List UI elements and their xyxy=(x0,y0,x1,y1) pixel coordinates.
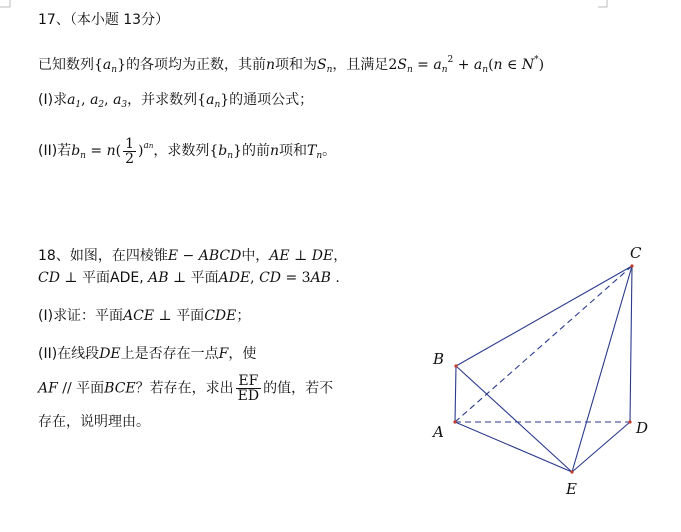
q17-part2-text-a: 若 xyxy=(57,143,72,159)
q18-intro-text-c: ， xyxy=(333,248,348,264)
q18-part2-text-a: 在线段 xyxy=(57,346,100,362)
q17-part2-text-e: 。 xyxy=(322,143,337,159)
vertex-c-dot xyxy=(630,264,633,267)
q18-fraction-ef-ed: $\frac{EF}{ED}$ xyxy=(237,373,260,404)
edge-cd xyxy=(630,266,632,422)
q18-part1-text-c: ； xyxy=(236,308,251,324)
edge-be xyxy=(456,366,572,472)
q18-part1-text-a: 求证：平面 xyxy=(53,308,124,324)
q18-intro-text-b: 中， xyxy=(241,248,270,264)
q18-number: 18、 xyxy=(38,248,70,264)
q17-part1-text-c: 的通项公式； xyxy=(229,92,314,108)
q17-given: 已知数列$\{a_n\}$的各项均为正数，其前n项和为$S_n$，且满足$2S_n = a_n^2 + a_n(n$ ∈ N*) xyxy=(38,55,545,75)
q17-given-text-d: ，且满足 xyxy=(332,57,389,73)
edge-ab xyxy=(455,366,456,422)
q17-part2: (II)若$b_n = n$( $\frac{1}{2}$ )$^{an}$，求数列$\{b_n\}$的前n项和$T_n$。 xyxy=(38,135,337,167)
q17-given-text-c: 项和为 xyxy=(275,57,318,73)
q18-part2-text-g: 存在，说明理由。 xyxy=(38,414,150,430)
vertex-d-dot xyxy=(628,420,631,423)
q17-score: （本小题 13分） xyxy=(69,12,170,28)
q17-number: 17、 xyxy=(38,12,70,28)
figure-edges xyxy=(455,266,632,472)
q17-given-text-a: 已知数列 xyxy=(38,57,94,73)
q18-part1-label: (I) xyxy=(38,308,54,324)
q18-part1-text-b: 平面 xyxy=(176,308,205,324)
vertex-label-e: E xyxy=(566,480,577,498)
q18-part2: (II)在线段DE上是否存在一点F，使 xyxy=(38,346,257,362)
q17-part1-label: (I) xyxy=(38,92,54,108)
edge-bc xyxy=(456,266,632,366)
vertex-label-d: D xyxy=(636,419,649,437)
q18-line2: CD ⊥ 平面ADE, AB ⊥ 平面ADE, CD = 3AB . xyxy=(38,270,340,286)
q18-intro-text-a: 如图，在四棱锥 xyxy=(69,248,168,264)
q18-part2-text-d: 平面 xyxy=(76,380,105,397)
q17-part1-text-a: 求 xyxy=(53,92,68,108)
vertex-e-dot xyxy=(570,470,573,473)
vertex-a-dot xyxy=(453,420,456,423)
q17-part2-label: (II) xyxy=(38,143,58,159)
vertex-label-b: B xyxy=(433,350,445,368)
q18-line2-text-b: 平面 xyxy=(190,270,219,286)
vertex-b-dot xyxy=(454,364,457,367)
q18-part2-text-f: 的值，若不 xyxy=(263,380,334,397)
edge-ce xyxy=(572,266,632,472)
q17-part1-text-b: ，并求数列 xyxy=(127,92,198,108)
q18-part2-line2: AF // 平面BCE？若存在，求出 $\frac{EF}{ED}$ 的值，若不 xyxy=(38,373,334,404)
q17-part2-text-d: 项和 xyxy=(279,143,308,159)
edge-de xyxy=(572,422,630,472)
q18-intro: 18、如图，在四棱锥E − ABCD中，AE ⊥ DE， xyxy=(38,248,348,264)
q18-part1: (I)求证：平面ACE ⊥ 平面CDE； xyxy=(38,308,251,324)
q18-part2-label: (II) xyxy=(38,346,58,362)
edge-ac-dashed xyxy=(455,266,632,422)
q18-part2-text-b: 上是否存在一点 xyxy=(120,346,219,362)
q17-part2-text-c: 的前 xyxy=(241,143,270,159)
q18-line2-text-a: 平面ADE, xyxy=(82,270,144,286)
q18-part2-text-c: ，使 xyxy=(228,346,257,362)
q17-given-text-b: 的各项均为正数，其前 xyxy=(126,57,266,73)
edge-ae xyxy=(455,422,572,472)
vertex-label-c: C xyxy=(630,244,642,262)
q17-fraction-half: $\frac{1}{2}$ xyxy=(125,135,135,167)
vertex-label-a: A xyxy=(433,423,444,441)
q17-part2-text-b: ，求数列 xyxy=(153,143,210,159)
q18-part2-text-e: ？若存在，求出 xyxy=(135,380,234,397)
q17-part1: (I)求$a_1$, $a_2$, $a_3$，并求数列$\{a_n\}$的通项公式； xyxy=(38,92,314,110)
